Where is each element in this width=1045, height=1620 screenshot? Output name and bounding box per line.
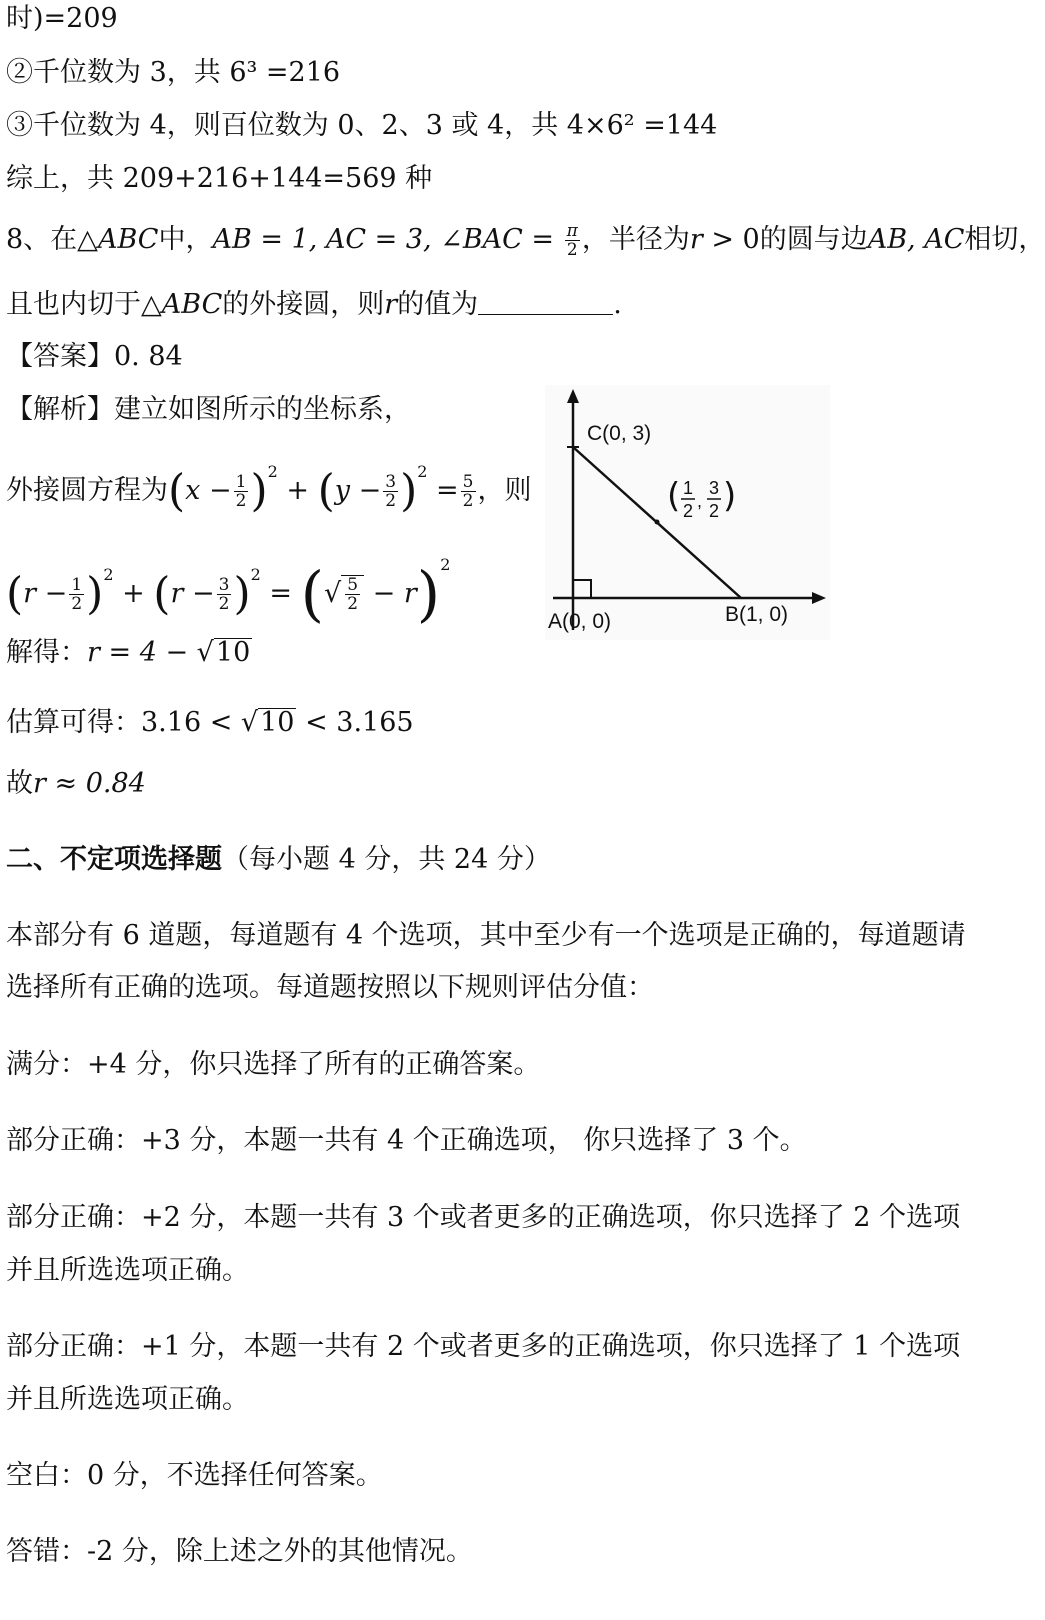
frac-three-half: $\frac{3}{2}$ — [385, 472, 397, 511]
conclusion-line — [6, 767, 146, 801]
text-line: ③千位数为 4，则百位数为 0、2、3 或 4，共 4×6² =144 — [6, 110, 718, 141]
mid-den-1: 2 — [683, 501, 694, 521]
q8-conditions: AB = 1, AC = 3, ∠BAC = — [212, 224, 555, 255]
var-y: y — [334, 475, 351, 506]
label-c: C(0, 3) — [587, 422, 652, 445]
est-left: 3.16 < — [141, 707, 241, 738]
paren: ( — [317, 465, 335, 517]
frac-three-half: $\frac{3}{2}$ — [218, 575, 230, 614]
then-text: ，则 — [477, 475, 532, 506]
rule-wrong: 答错：-2 分，除上述之外的其他情况。 — [6, 1536, 473, 1567]
paren: ( — [168, 465, 186, 517]
question-8-line1 — [6, 222, 1045, 259]
section-2-title — [6, 843, 551, 877]
text-line: 时)=209 — [6, 3, 118, 34]
mid-num-2: 3 — [709, 478, 720, 498]
sqrt-10: 10 — [215, 637, 251, 668]
est-right: < 3.165 — [296, 707, 414, 738]
analysis-head: 【解析】建立如图所示的坐标系， — [6, 394, 411, 425]
paren: ( — [300, 559, 325, 630]
sqrt-sign: √ — [196, 637, 214, 668]
var-r: r — [689, 224, 703, 255]
rule-partial-3: 部分正确：+3 分，本题一共有 4 个正确选项， 你只选择了 3 个。 — [6, 1125, 807, 1156]
rule-blank: 空白：0 分，不选择任何答案。 — [6, 1460, 383, 1491]
q8-condition-r: > 0的圆与边 — [702, 224, 868, 255]
rule-partial-1a: 部分正确：+1 分，本题一共有 2 个或者更多的正确选项，你只选择了 1 个选项 — [6, 1331, 961, 1362]
triangle-name: ABC — [161, 289, 223, 320]
circle-prefix: 外接圆方程为 — [6, 475, 168, 506]
estimate-line — [6, 706, 414, 740]
paren: ( — [667, 476, 681, 516]
sqrt-sign: √ — [324, 578, 342, 609]
q8-prefix: 8、在△ — [6, 224, 98, 255]
solve-line — [6, 636, 252, 670]
frac-half: $\frac{1}{2}$ — [71, 575, 83, 614]
sqrt-10: 10 — [260, 707, 295, 738]
triangle-name: ABC — [97, 224, 159, 255]
r-equation: (r − $\frac{1}{2}$ )$^2$ + (r − $\frac{3}{2}$ )$^2$ = (√ $\frac{5}{2}$ − r)$^2$ — [6, 555, 451, 630]
var-x: x — [185, 475, 201, 506]
sqrt-five-half: $\frac{5}{2}$ — [341, 575, 364, 613]
q8-text: 的值为 — [397, 289, 479, 320]
paren: ) — [86, 568, 104, 620]
paren: ) — [250, 465, 268, 517]
paren: ) — [400, 465, 418, 517]
paren: ) — [416, 559, 441, 630]
text-line: ②千位数为 3，共 6³ =216 — [6, 57, 341, 88]
mid-den-2: 2 — [709, 501, 720, 521]
estimate-label: 估算可得： — [6, 707, 141, 738]
label-a: A(0, 0) — [548, 610, 612, 633]
paren: ( — [153, 568, 171, 620]
label-b: B(1, 0) — [725, 603, 789, 626]
sqrt-sign: √ — [240, 707, 259, 738]
circle-equation: 外接圆方程为(x − $\frac{1}{2}$ )$^2$ + (y − $\frac{3}{2}$ )$^2$ = $\frac{5}{2}$ ，则 — [6, 462, 532, 517]
frac-five-half: $\frac{5}{2}$ — [462, 472, 474, 511]
conclude-expr: r ≈ 0.84 — [33, 768, 146, 799]
paren: ( — [6, 568, 24, 620]
rule-partial-1b: 并且所选选项正确。 — [6, 1384, 249, 1415]
question-8-line2 — [6, 288, 622, 322]
q8-text: 的外接圆，则 — [222, 289, 385, 320]
answer-blank — [478, 290, 613, 315]
exp: 2 — [417, 462, 428, 481]
q8-text: 且也内切于△ — [6, 289, 162, 320]
pi-over-2 — [565, 222, 580, 259]
section-title-rest: （每小题 4 分，共 24 分） — [222, 844, 551, 875]
section-intro-1: 本部分有 6 道题，每道题有 4 个选项，其中至少有一个选项是正确的，每道题请 — [6, 920, 966, 951]
solve-expr: r = 4 − — [87, 637, 197, 668]
rule-full: 满分：+4 分，你只选择了所有的正确答案。 — [6, 1049, 541, 1080]
section-title-bold: 二、不定项选择题 — [6, 844, 222, 875]
answer-line: 【答案】0. 84 — [6, 341, 183, 372]
paren: ) — [723, 476, 737, 516]
frac-half: $\frac{1}{2}$ — [235, 472, 247, 511]
coordinate-figure — [545, 385, 830, 640]
rule-partial-2b: 并且所选选项正确。 — [6, 1255, 249, 1286]
comma: , — [697, 491, 703, 511]
var-r: r — [384, 289, 398, 320]
frac-den: 2 — [566, 240, 578, 260]
midpoint-dot — [655, 520, 660, 525]
text-line: 综上，共 209+216+144=569 种 — [6, 163, 433, 194]
sides: AB, AC — [867, 224, 965, 255]
frac-num: π — [566, 221, 578, 241]
q8-text: ，半径为 — [581, 224, 690, 255]
section-intro-2: 选择所有正确的选项。每道题按照以下规则评估分值： — [6, 972, 654, 1003]
paren: ) — [233, 568, 251, 620]
rule-partial-2a: 部分正确：+2 分，本题一共有 3 个或者更多的正确选项，你只选择了 2 个选项 — [6, 1202, 961, 1233]
exp: 2 — [267, 462, 278, 481]
q8-text: 相切， — [964, 224, 1045, 255]
mid-num-1: 1 — [683, 478, 694, 498]
solve-label: 解得： — [6, 637, 87, 668]
q8-text: 中， — [158, 224, 213, 255]
conclude-label: 故 — [6, 768, 33, 799]
q8-text: . — [613, 289, 622, 320]
